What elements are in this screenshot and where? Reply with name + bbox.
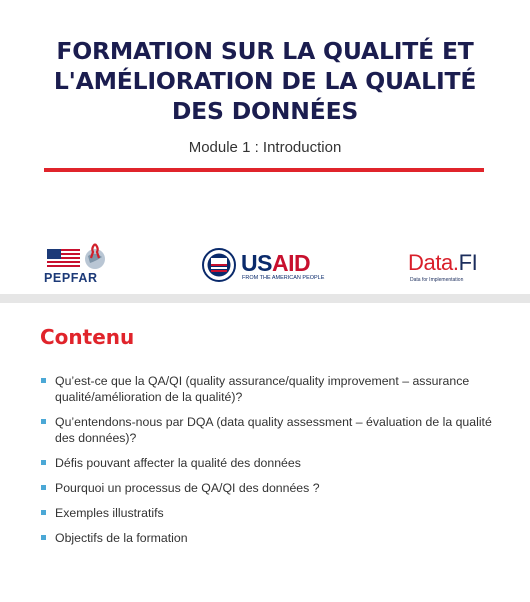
bullet-square-icon [41, 535, 46, 540]
list-item-text: Défis pouvant affecter la qualité des données [55, 456, 301, 470]
datafi-wordmark-fi: FI [458, 250, 478, 275]
list-item [40, 373, 495, 405]
bullet-square-icon [41, 460, 46, 465]
usaid-wordmark-us: US [241, 250, 272, 276]
bullet-square-icon [41, 510, 46, 515]
slide-separator [0, 294, 530, 303]
usaid-tagline: FROM THE AMERICAN PEOPLE [242, 275, 325, 281]
title-slide [0, 0, 530, 294]
bullet-square-icon [41, 378, 46, 383]
datafi-logo [408, 250, 493, 286]
list-item [40, 480, 495, 496]
pepfar-logo [44, 242, 114, 286]
list-item [40, 455, 495, 471]
list-item-text: Qu’est-ce que la QA/QI (quality assurance/quality improvement – assurance qualité/amélioration de la qualité)? [55, 374, 470, 404]
slide-subtitle: Module 1 : Introduction [188, 139, 342, 156]
pepfar-wordmark: PEPFAR [44, 271, 98, 285]
list-item [40, 414, 495, 446]
bullet-square-icon [41, 485, 46, 490]
list-item-text: Pourquoi un processus de QA/QI des données ? [55, 481, 320, 495]
list-item [40, 530, 495, 546]
usaid-wordmark-aid: AID [271, 250, 311, 276]
datafi-tagline: Data for Implementation [410, 277, 464, 283]
usaid-logo [202, 248, 324, 286]
usaid-seal-icon [202, 248, 236, 282]
contents-slide [0, 303, 530, 602]
bullet-square-icon [41, 419, 46, 424]
title-line-3: DES DONNÉES [171, 97, 359, 125]
list-item-text: Objectifs de la formation [55, 531, 188, 545]
datafi-wordmark [408, 250, 477, 276]
list-item [40, 505, 495, 521]
list-item-text: Qu’entendons-nous par DQA (data quality assessment – évaluation de la qualité des données)? [55, 415, 492, 445]
contents-list [40, 373, 495, 555]
usaid-wordmark [241, 250, 310, 277]
list-item-text: Exemples illustratifs [55, 506, 164, 520]
datafi-wordmark-data: Data. [408, 250, 459, 275]
us-flag-icon [47, 249, 80, 269]
title-line-1: FORMATION SUR LA QUALITÉ ET [56, 37, 474, 65]
globe-ribbon-icon [82, 242, 108, 272]
title-line-2: L'AMÉLIORATION DE LA QUALITÉ [53, 67, 477, 95]
title-divider-rule [44, 168, 484, 172]
contents-heading: Contenu [40, 325, 135, 349]
slide-title [30, 36, 500, 126]
